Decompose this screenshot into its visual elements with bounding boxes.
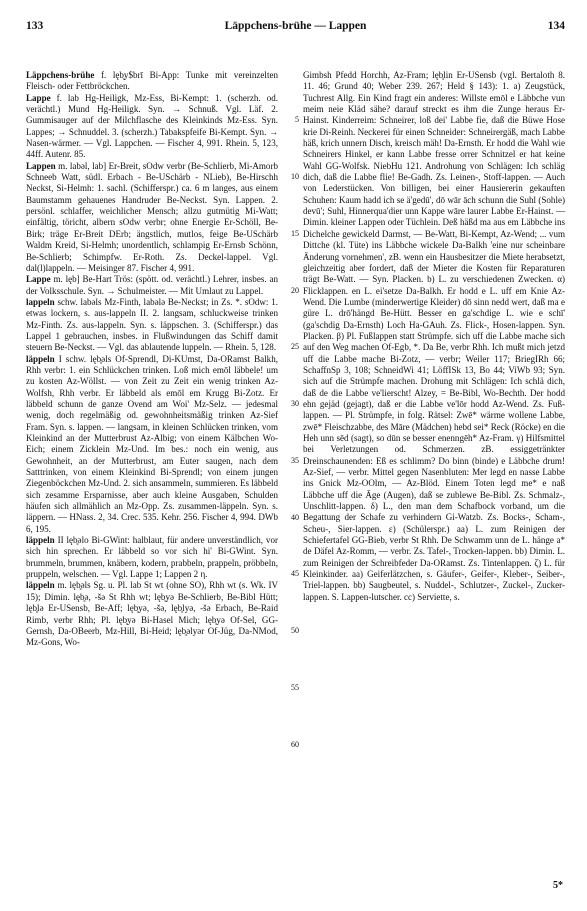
line-number: 25 bbox=[291, 342, 299, 352]
page-number-left: 133 bbox=[26, 20, 44, 32]
entry-text: f. lab Hg-Heiligk, Mz-Ess, Bi-Kempt: 1. (scherzh. od. verächtl.) Mund Hg-Heiligk. Syn. → Schnuß. Vgl. Läf. 2. Gummisauger auf der Milchflasche des Kleinkinds Mz-Ess. Syn. Lappes; → Schnuddel. 3. (scherzh.) Tabakspfeife Bi-Kempt. Syn. → Nasen-wärmer. — Vgl. Lappchen. — Fischer 4, 991. Rhein. 5, 123, 44ff. Autenr. 85. bbox=[26, 92, 278, 160]
entry-headword: Lappen bbox=[26, 160, 56, 171]
entry-text: m. labəl, lab] Er-Breit, sOdw verbr (Be-Schlierb, Mi-Amorb Schneeb Watt, südl. Erbach - Be-USchärb - NLieb), Be-Hirschh Neckst, Si-Helmh: 1. sachl. (Schifferspr.) ca. 6 m langes, aus einem Baumstamm gehauenes Handruder Be-Neckst. Syn. Lappen. 2. persönl. schlaffer, weichlicher Mensch; allzu gutmütig Mi-Watt; einfältig, töricht, albern sOdw verbr; ohne Energie Er-Schöll, Be-Birk; träge Er-Breit DErb; ängstlich, mutlos, feige Be-USchärb Waldm Kreid, Si-Helmh; unordentlich, schlampig Er-Ernsb Schönn, Be-Schlierb; Schimpfw. Er-Roth. Zs. Deckel-lappel. Vgl. dal(l)lappeln. — Meisinger 87. Fischer 4, 991. bbox=[26, 160, 278, 273]
line-number: 35 bbox=[291, 455, 299, 465]
running-header bbox=[26, 20, 565, 38]
line-number: 30 bbox=[291, 399, 299, 409]
line-number: 45 bbox=[291, 569, 299, 579]
dictionary-entry bbox=[26, 580, 278, 648]
entry-text: Gimbsh Pfedd Horchh, Az-Fram; lęb̥lin Er-USensb (vgl. Bertaloth 8. 11. 46; Grund 40; Weber 239. 267; Held § 143): 1. a) Zeugstück, Tuchrest Allg. Ein Kind fragt ein anderes: Willste emōl e Läbbche vun meim neie Kläd sähe? darauf streckt es ihm die Zunge heraus Er-Hainst. Kinderreim: Schneirer, loß dei' Labbe fie, daß die Büwe Hose krie Di-Reinh. Neckerei für einen Schneider: Schneirergäß, mach Labbe häß, krich unnern Disch, kreisch mäh! Da-Ernsth. Er hodd die Wahl wie Schneirers Hinkel, er kann Labbe fresse orrer Schnitzel er hat keine Wahl GG-Wolfsk. NiebHu 121. Androhung von Schlägen: Ich schläg dich, daß die Labbe flie! Be-Gadh. Zs. Leinen-, Stoff-lappen. — Auch von Lederstücken. Von billigen, bei einer Hausiererin gekauften Schuhen: Kaum hadd ich se ä'gedū', dō wār āch schunn die Suhl (Sohle) devū'; Suhl, Hinnerqua'dier unn Kappe wāre laurer Labbe Er-Hainst. — Dimin. kleiner Lappen oder Tüchlein. Deß häßd ma aus em Läbbche ins Dichelche gewickeld Darmst, — Be-Watt, Bi-Kempt, Az-Wend; ... vum Dittche (kl. Tüte) ins Läbbche wickele Da-Balkh 'eine nur scheinbare Änderung vornehmen', zB. wenn ein Hausbesitzer die Miete herabsetzt, gleichzeitig aber fordert, daß der Mieter die Kosten für Reparaturen trägt Be-Watt. — Syn. Placken. b) L. zu verschiedenen Zwecken. α) Flicklappen. en L. ei'setze Da-Balkh. Er hodd e L. uff em Knie Az-Wend. Die Lumbe (minderwertige Kleider) dō sinn nedd wert, daß ma e güre L. drō'hängd Be-Hütt. Besser en ga'schdige L. wie e schī' (ga'schdig Da-Ernsth) Loch Ha-GAuh. Zs. Flick-, Hosen-lappen. Syn. Placken. β) Pl. Fußlappen statt Strümpfe. sich uff die Labbe mache sich auf den Weg machen Of-Egb, *. Da Be, verbr Rhh. Ich mußt mich jetzd uff die Labbe mache Bi-Zotz, — verbr; Weiler 117; BriegIRh 66; SchaffnSp 3, 108; SchneidWi 41; LöffISk 13, Bo 44; ViWb 93; Syn. sich auf die Strümpfe machen. Drohung mit Schlägen: Ich schlä dich, daß de die Labbe ve'lierscht! Alzey, = Be-Bibl, Wo-Bechth. Der hodd ehn gejäd (gejagt), daß er die Labbe ve'lōr hodd Az-Wend. Zs. Fuß-lappen. — Pl. Strümpfe, in folg. Rätsel: Zwē* wärme wollene Labbe, zwē* Fleischzabbe, des Māre (Mädchen) hebd sei* Reck (Röcke) en die Heh unn sēd (sagt), so dūn se besser enenngēh* Az-Fram. γ) Hilfsmittel bei Verletzungen od. Schmerzen. zB. essiggetränkter Dreinschaunenden: Eß es schlimm? Do binn (binde) e Läbbche drum! Az-Sief, — verbr. Mittel gegen Nasenbluten: Mer legd en nasse Labbe ins Gnick Mz-OOlm, — Az-Blöd. Einem Toten legd me* e naß Läbbche uff die Āge (Augen), daß se zublewe Be-Bibl. Zs. Schmalz-, Unschlitt-lappen. δ) L., den man dem Schafbock vorband, um die Begattung der Schafe zu verhindern Gi-Watzb. Zs. Bocks-, Scham-, Scheu-, Sier-lappen. ε) (Schülerspr.) aa) L. zum Reinigen der Schiefertafel GG-Bieb, verbr St Rhh. De Schwamm unn de L. hänge a* de Däfel Az-Romm, — verbr. Zs. Tafel-, Trocken-lappen. bb) Dimin. L. zum Reinigen der Schreibfeder Da-ORamst. Zs. Tintenlappen. ζ) L. für Kleinkinder. aa) Geiferlätzchen, s. Gäufer-, Geifer-, Kleber-, Seiber-, Triel-lappen. bb) Saugbeutel, s. Nuddel-, Schlutzer-, Zuckel-, Zucker-lappen. S. Lappen-lutscher. cc) Serviette, s. bbox=[303, 70, 565, 602]
entry-headword: läppeln bbox=[26, 353, 55, 364]
right-column bbox=[303, 70, 565, 603]
dictionary-entry bbox=[26, 161, 278, 274]
dictionary-entry bbox=[26, 535, 278, 580]
entry-text: f. lęb̥y$brī Bi-App: Tunke mit vereinzelten Fleisch- oder Fettbröckchen. bbox=[26, 70, 278, 92]
dictionary-entry bbox=[26, 274, 278, 297]
dictionary-entry bbox=[303, 70, 565, 603]
line-number: 60 bbox=[291, 739, 299, 749]
line-number: 10 bbox=[291, 172, 299, 182]
line-number: 40 bbox=[291, 512, 299, 522]
line-number: 50 bbox=[291, 626, 299, 636]
entry-text: schw. labəls Mz-Finth, labələ Be-Neckst; in Zs. *. sOdw: 1. etwas lockern, s. aus-lappeln II. 2. langsam, schluckweise trinken Mz-Finth. Zs. aus-lappeln. Syn. s. läppschen. 3. (Schifferspr.) das Lappel 1 gebrauchen, insbes. in Flußwindungen das Schiff damit steuern Be-Neckst. — Vgl. das ablautende luppeln. — Rhein. 5, 128. bbox=[26, 296, 278, 353]
line-number: 5 bbox=[295, 115, 299, 125]
dictionary-entry bbox=[26, 93, 278, 161]
running-title: Läppchens-brühe — Lappen bbox=[224, 20, 367, 32]
line-number: 15 bbox=[291, 228, 299, 238]
signature-mark: 5* bbox=[553, 880, 563, 891]
left-column bbox=[26, 70, 278, 649]
dictionary-entry bbox=[26, 70, 278, 93]
entry-headword: Läppchens-brühe bbox=[26, 70, 95, 80]
line-number: 55 bbox=[291, 682, 299, 692]
line-number: 20 bbox=[291, 285, 299, 295]
entry-text: II lęb̥əlo Bi-GWint: halblaut, für andere unverständlich, vor sich hin sprechen. Er läbbeld so vor sich hi' Bi-GWint. Syn. brummeln, brummen, knäbern, kodern, prabbeln, prappeln, pröbbeln, pruppeln, welschen. — Vgl. Lappe 1; Lappen 2 η. bbox=[26, 535, 278, 580]
dictionary-entry bbox=[26, 297, 278, 354]
entry-headword: läppeln bbox=[26, 580, 55, 591]
entry-text: m. lęb̥əls Sg. u. Pl. lab St wt (ohne SO), Rhh wt (s. Wk. IV 15); Dimin. lęb̥ə, -šə St Rhh wt; lęb̥yə Be-Schlierb, Be-Bibl Hütt; lęb̥lə Er-USensb, Be-Aff; lęb̥yə, -šə, lęb̥lyə, -šə Erbach, Be-Raid Rimb, verbr Rhh; Pl. lęb̥yə Bi-Hasel Mich; lęb̥yə Of-Sel, GG-Gernsh, Da-OBeerb, Mz-Hill, Bi-Heid; lęb̥əlyər Of-Jüg, Da-NMod, Mz-Gons, Wo- bbox=[26, 580, 278, 648]
dictionary-entry bbox=[26, 354, 278, 536]
entry-headword: läppeln bbox=[26, 535, 55, 546]
page-number-right: 134 bbox=[547, 20, 565, 32]
entry-headword: Lappe bbox=[26, 92, 51, 103]
entry-text: I schw. lęb̥əls Of-Sprendl, Di-KUmst, Da-ORamst Balkh, Rhh verbr: 1. ein Schlückchen trinken. Loß mich emōl läbbele! um zu kosten Az-Wöllst. — von Zeit zu Zeit ein wenig trinken Az-Wolfsh, Rhh verbr. Er läbbeld als emōl em Krugg Bi-Zotz. Er läbbeld schunn de ganze Ovend am Woi' Mz-Selz. — jedesmal wenig, doch regelmäßig od. gewohnheitsmäßig trinken Az-Sief Fram. Syn. s. lappen. — langsam, in kleinen Schlücken trinken, vom Kleinkind an der Mutterbrust Az-Albig; von einem Kälbchen Wo-Eich; einem Zicklein Mz-Und. Im bes.: noch ein wenig, aus Gewohnheit, an der Mutterbrust, am Euter saugen, nach dem Satttrinken, von einem Kleinkind Bi-Sprendl; von einem jungen Ziegenböckchen Mz-Und. 2. sich ansammeln, summieren. Es läbbeld sich zesamme Ersparnisse, aber auch kleine Ausgaben, Schulden häufen sich allmählich an Mz-Opp. Zs. zusammen-läppeln. Syn. s. läppern. — HNass. 2, 34. Crec. 535. Kehr. 256. Fischer 4, 994. DWb 6, 195. bbox=[26, 353, 278, 534]
entry-headword: lappeln bbox=[26, 296, 55, 307]
entry-text: m. lęb] Be-Hart Trös: (spött. od. verächtl.) Lehrer, insbes. an der Volksschule. Syn. → Schulmeister. — Mit Umlaut zu Lappel. bbox=[26, 274, 278, 296]
entry-headword: Lappe bbox=[26, 274, 51, 285]
